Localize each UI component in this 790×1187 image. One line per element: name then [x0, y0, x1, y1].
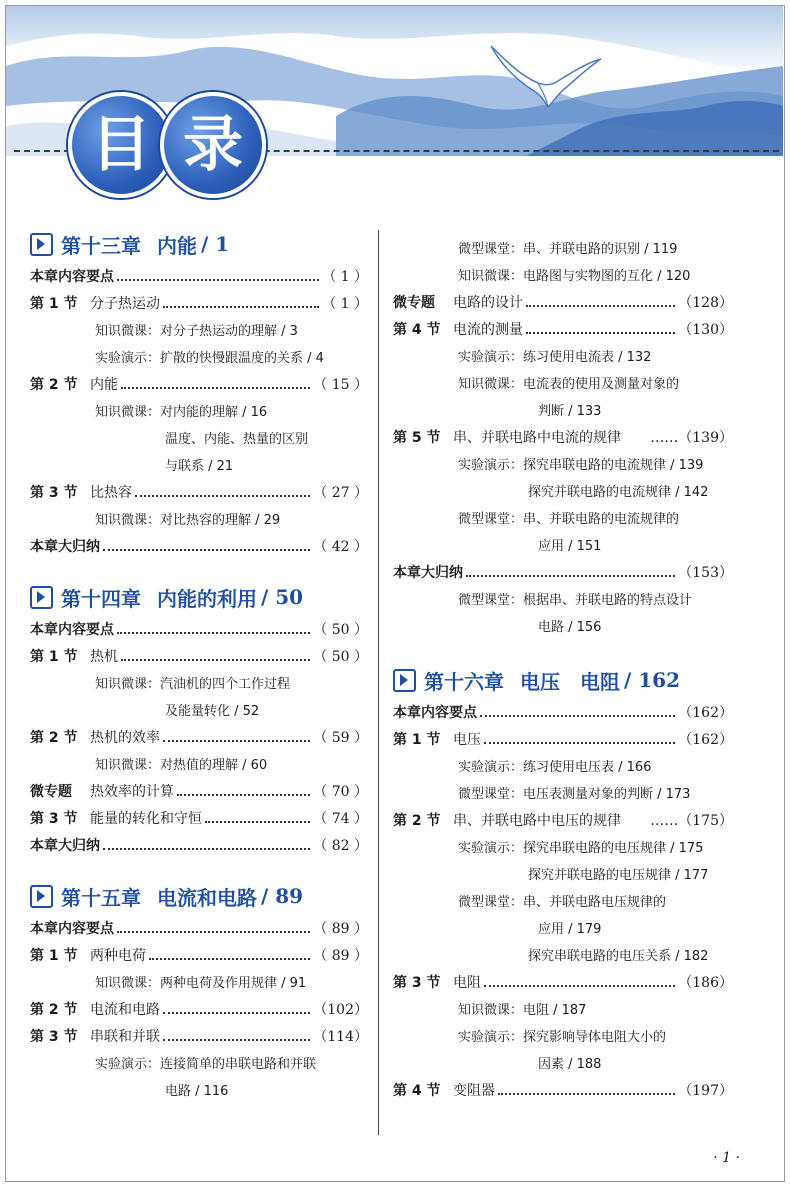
toc-subentry[interactable]: 知识微课：电阻 / 187 [458, 1003, 587, 1018]
play-arrow-icon [30, 885, 53, 908]
toc-entry[interactable]: 本章内容要点 （ 50 ） [30, 621, 368, 638]
toc-subentry[interactable]: 知识微课：电流表的使用及测量对象的 [458, 377, 680, 392]
right-column [393, 234, 733, 1103]
toc-subentry[interactable]: 微型课堂：根据串、并联电路的特点设计 [458, 593, 693, 608]
toc-subentry[interactable]: 知识微课：电路图与实物图的互化 / 120 [458, 269, 691, 284]
toc-entry[interactable]: 微专题 电路的设计 （128） [393, 294, 733, 311]
toc-subentry[interactable]: 知识微课：对分子热运动的理解 / 3 [95, 324, 298, 339]
toc-subentry[interactable]: 探究串联电路的电压关系 / 182 [528, 949, 709, 964]
toc-entry[interactable]: 本章大归纳 （ 42 ） [30, 538, 368, 555]
toc-entry[interactable]: 本章大归纳 （153） [393, 564, 733, 581]
toc-subentry[interactable]: 应用 / 179 [538, 922, 602, 937]
toc-entry[interactable]: 第 3 节 能量的转化和守恒 （ 74 ） [30, 810, 368, 827]
toc-subentry[interactable]: 温度、内能、热量的区别 [165, 432, 309, 447]
toc-subentry[interactable]: 知识微课：对内能的理解 / 16 [95, 405, 268, 420]
chapter-15-heading[interactable]: 第十五章 电流和电路 / 89 [30, 878, 368, 914]
toc-entry[interactable]: 第 2 节 电流和电路 （102） [30, 1001, 368, 1018]
toc-subentry[interactable]: 应用 / 151 [538, 539, 602, 554]
toc-subentry[interactable]: 微型课堂：串、并联电路的电流规律的 [458, 512, 680, 527]
toc-subentry[interactable]: 与联系 / 21 [165, 459, 234, 474]
title-char-2: 录 [160, 92, 266, 198]
column-divider [378, 230, 379, 1135]
toc-subentry[interactable]: 电路 / 156 [538, 620, 602, 635]
toc-subentry[interactable]: 知识微课：汽油机的四个工作过程 [95, 677, 291, 692]
toc-entry[interactable]: 第 1 节 分子热运动 （ 1 ） [30, 295, 368, 312]
play-arrow-icon [30, 586, 53, 609]
toc-subentry[interactable]: 探究并联电路的电流规律 / 142 [528, 485, 709, 500]
chapter-13-heading[interactable]: 第十三章 内能 / 1 [30, 226, 368, 262]
toc-entry[interactable]: 第 3 节 比热容 （ 27 ） [30, 484, 368, 501]
toc-entry[interactable]: 本章内容要点 （ 89 ） [30, 920, 368, 937]
page-number: · 1 · [713, 1150, 740, 1166]
toc-entry[interactable]: 第 2 节 串、并联电路中电压的规律 ……（175） [393, 812, 733, 829]
toc-entry[interactable]: 第 4 节 电流的测量 （130） [393, 321, 733, 338]
toc-entry[interactable]: 第 1 节 电压 （162） [393, 731, 733, 748]
toc-subentry[interactable]: 因素 / 188 [538, 1057, 602, 1072]
toc-entry[interactable]: 第 5 节 串、并联电路中电流的规律 ……（139） [393, 429, 733, 446]
toc-entry[interactable]: 第 1 节 热机 （ 50 ） [30, 648, 368, 665]
toc-subentry[interactable]: 实验演示：探究串联电路的电压规律 / 175 [458, 841, 704, 856]
toc-subentry[interactable]: 实验演示：连接简单的串联电路和并联 [95, 1057, 317, 1072]
toc-subentry[interactable]: 判断 / 133 [538, 404, 602, 419]
chapter-16-heading[interactable]: 第十六章 电压 电阻 / 162 [393, 662, 733, 698]
toc-subentry[interactable]: 探究并联电路的电压规律 / 177 [528, 868, 709, 883]
toc-subentry[interactable]: 实验演示：练习使用电压表 / 166 [458, 760, 652, 775]
toc-entry[interactable]: 第 2 节 热机的效率 （ 59 ） [30, 729, 368, 746]
chapter-14-heading[interactable]: 第十四章 内能的利用 / 50 [30, 579, 368, 615]
toc-subentry[interactable]: 电路 / 116 [165, 1084, 229, 1099]
toc-title [68, 92, 278, 202]
toc-subentry[interactable]: 及能量转化 / 52 [165, 704, 260, 719]
toc-entry[interactable]: 第 1 节 两种电荷 （ 89 ） [30, 947, 368, 964]
title-char-1: 目 [68, 92, 174, 198]
toc-subentry[interactable]: 实验演示：探究串联电路的电流规律 / 139 [458, 458, 704, 473]
toc-subentry[interactable]: 实验演示：练习使用电流表 / 132 [458, 350, 652, 365]
seagull-icon [486, 41, 606, 111]
toc-subentry[interactable]: 知识微课：对比热容的理解 / 29 [95, 513, 281, 528]
toc-entry[interactable]: 本章大归纳 （ 82 ） [30, 837, 368, 854]
toc-entry[interactable]: 第 4 节 变阻器 （197） [393, 1082, 733, 1099]
toc-entry[interactable]: 本章内容要点 （ 1 ） [30, 268, 368, 285]
play-arrow-icon [30, 233, 53, 256]
toc-subentry[interactable]: 微型课堂：串、并联电路电压规律的 [458, 895, 667, 910]
toc-subentry[interactable]: 微型课堂：串、并联电路的识别 / 119 [458, 242, 678, 257]
play-arrow-icon [393, 669, 416, 692]
toc-subentry[interactable]: 知识微课：两种电荷及作用规律 / 91 [95, 976, 307, 991]
toc-entry[interactable]: 微专题 热效率的计算 （ 70 ） [30, 783, 368, 800]
toc-entry[interactable]: 本章内容要点 （162） [393, 704, 733, 721]
toc-subentry[interactable]: 知识微课：对热值的理解 / 60 [95, 758, 268, 773]
toc-subentry[interactable]: 实验演示：探究影响导体电阻大小的 [458, 1030, 667, 1045]
left-column [30, 226, 368, 1103]
toc-subentry[interactable]: 微型课堂：电压表测量对象的判断 / 173 [458, 787, 691, 802]
toc-entry[interactable]: 第 2 节 内能 （ 15 ） [30, 376, 368, 393]
toc-entry[interactable]: 第 3 节 串联和并联 （114） [30, 1028, 368, 1045]
toc-subentry[interactable]: 实验演示：扩散的快慢跟温度的关系 / 4 [95, 351, 324, 366]
toc-entry[interactable]: 第 3 节 电阻 （186） [393, 974, 733, 991]
